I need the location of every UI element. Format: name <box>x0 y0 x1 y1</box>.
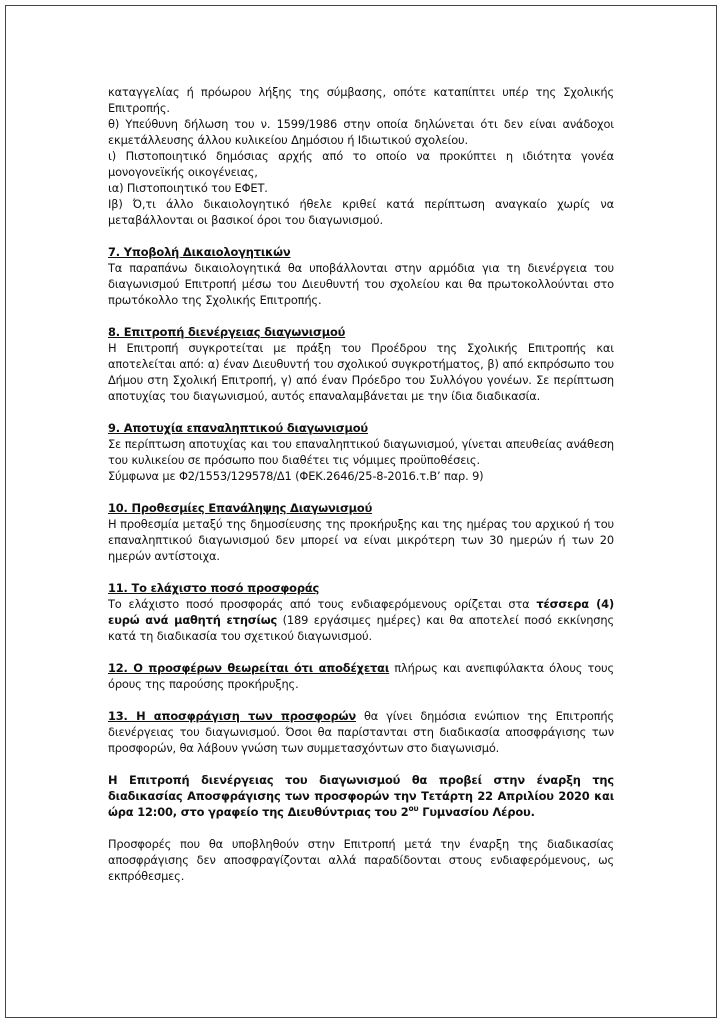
item-iota-beta: Ιβ) Ό,τι άλλο δικαιολογητικό ήθελε κριθεί κατά περίπτωση αναγκαίο χωρίς να μεταβάλλονται οι βασικοί όροι του διαγωνισμού. <box>108 197 614 227</box>
section-11-heading: 11. Το ελάχιστο ποσό προσφοράς <box>108 581 320 595</box>
section-13-text: θα γίνει δημόσια ενώπιον της Επιτροπής διενέργειας του διαγωνισμού. Όσοι θα παρίστανται στη διαδικασία αποσφράγισης των προσφορών, θα λάβουν γνώση των συμμετασχόντων στο διαγωνισμό. <box>108 709 614 755</box>
section-11-text-end: (189 εργάσιμες ημέρες) και θα αποτελεί ποσό εκκίνησης κατά τη διαδικασία του σχετικού διαγωνισμού. <box>108 613 614 643</box>
item-theta: θ) Υπεύθυνη δήλωση του ν. 1599/1986 στην οποία δηλώνεται ότι δεν είναι ανάδοχοι εκμετάλλευσης άλλου κυλικείου Δημόσιου ή Ιδιωτικού σχολείου. <box>108 117 614 147</box>
section-12-heading: 12. Ο προσφέρων θεωρείται ότι αποδέχεται <box>108 661 390 675</box>
section-12-paragraph <box>108 660 614 692</box>
item-iota: ι) Πιστοποιητικό δημόσιας αρχής από το οποίο να προκύπτει η ιδιότητα γονέα μονογονεϊκής οικογένειας, <box>108 149 614 179</box>
section-10-heading: 10. Προθεσμίες Επανάληψης Διαγωνισμού <box>108 501 373 515</box>
section-7-heading: 7. Υποβολή Δικαιολογητικών <box>108 245 291 259</box>
section-13-heading: 13. Η αποσφράγιση των προσφορών <box>108 709 356 723</box>
minimum-offer-amount: τέσσερα (4) ευρώ ανά μαθητή ετησίως <box>108 597 614 627</box>
section-8-heading: 8. Επιτροπή διενέργειας διαγωνισμού <box>108 325 346 339</box>
item-iota-alpha: ια) Πιστοποιητικό του ΕΦΕΤ. <box>108 181 268 195</box>
section-9-reference: Σύμφωνα με Φ2/1553/129578/Δ1 (ΦΕΚ.2646/25-8-2016.τ.Β’ παρ. 9) <box>108 469 484 483</box>
announcement-text: Η Επιτροπή διενέργειας του διαγωνισμού θα προβεί στην έναρξη της διαδικασίας Αποσφράγισης των προσφορών την Τετάρτη 22 Απριλίου 2020 και ώρα 12:00, στο γραφείο της Διευθύντριας του 2 <box>108 773 614 819</box>
section-9-heading: 9. Αποτυχία επαναληπτικού διαγωνισμού <box>108 421 368 435</box>
section-10-text: Η προθεσμία μεταξύ της δημοσίευσης της προκήρυξης και της ημέρας του αρχικού ή του επαναληπτικού διαγωνισμού δεν μπορεί να είναι μικρότερη των 30 ημερών ή των 20 ημερών αντίστοιχα. <box>108 517 614 563</box>
closing-paragraph: Προσφορές που θα υποβληθούν στην Επιτροπή μετά την έναρξη της διαδικασίας αποσφράγισης δεν αποσφραγίζονται αλλά παραδίδονται στους ενδιαφερόμενους, ως εκπρόθεσμες. <box>108 837 614 883</box>
announcement-school: Γυμνασίου Λέρου. <box>418 805 535 819</box>
ordinal-superscript: ου <box>408 804 419 814</box>
section-7-text: Τα παραπάνω δικαιολογητικά θα υποβάλλονται στην αρμόδια για τη διενέργεια του διαγωνισμού Επιτροπή μέσω του Διευθυντή του σχολείου και θα πρωτοκολλούνται στο πρωτόκολλο της Σχολικής Επιτροπής. <box>108 261 614 307</box>
document-body <box>108 84 614 884</box>
section-8-text: Η Επιτροπή συγκροτείται με πράξη του Προέδρου της Σχολικής Επιτροπής και αποτελείται από: α) έναν Διευθυντή του σχολικού συγκροτήματος, β) από εκπρόσωπο του Δήμου στη Σχολική Επιτροπή, γ) από έναν Πρόεδρο του Συλλόγου γονέων. Σε περίπτωση αποτυχίας του διαγωνισμού, αυτός επαναλαμβάνεται με την ίδια διαδικασία. <box>108 341 614 403</box>
section-13-paragraph <box>108 708 614 756</box>
bid-opening-announcement <box>108 772 614 820</box>
section-12-text: πλήρως και ανεπιφύλακτα όλους τους όρους της παρούσης προκήρυξης. <box>108 661 614 691</box>
section-9-text: Σε περίπτωση αποτυχίας και του επαναληπτικού διαγωνισμού, γίνεται απευθείας ανάθεση του κυλικείου σε πρόσωπο που διαθέτει τις νόμιμες προϋποθέσεις. <box>108 437 614 467</box>
paragraph-contract-termination: καταγγελίας ή πρόωρου λήξης της σύμβασης, οπότε καταπίπτει υπέρ της Σχολικής Επιτροπής. <box>108 85 614 115</box>
section-11-text-start: Το ελάχιστο ποσό προσφοράς από τους ενδιαφερόμενους ορίζεται στα <box>108 597 537 611</box>
section-11-text <box>108 596 614 644</box>
